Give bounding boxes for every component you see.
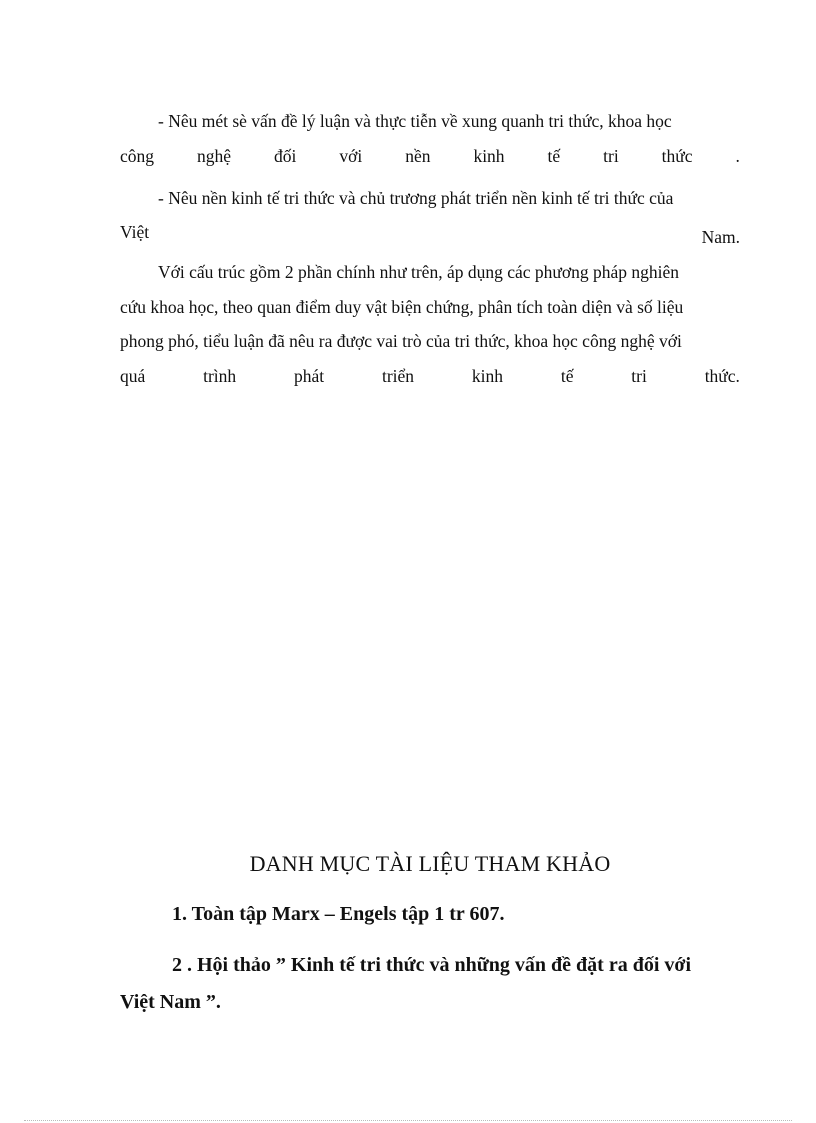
reference-item-1: 1. Toàn tập Marx – Engels tập 1 tr 607.	[172, 903, 505, 925]
word: .	[735, 146, 740, 166]
word: nền	[405, 146, 431, 166]
text-run: Việt	[120, 222, 150, 242]
word: tế	[560, 366, 574, 386]
paragraph-2-line-1	[158, 188, 740, 209]
reference-item-2-line-1: 2 . Hội thảo ” Kinh tế tri thức và những vấn đề đặt ra đối với	[172, 954, 692, 976]
word: tế	[547, 146, 561, 166]
paragraph-2-line-3	[120, 227, 740, 248]
word: quá	[120, 366, 146, 386]
word: với	[339, 146, 363, 166]
references-title: DANH MỤC TÀI LIỆU THAM KHẢO	[249, 851, 611, 876]
paragraph-1-line-2	[120, 146, 740, 167]
page-bottom-rule	[24, 1120, 792, 1121]
word: đối	[274, 146, 297, 166]
paragraph-3-line-1	[158, 262, 740, 283]
word: trình	[203, 366, 237, 386]
word: phát	[294, 366, 325, 386]
word: nghệ	[197, 146, 232, 166]
paragraph-3-line-4	[120, 366, 740, 387]
text-run: - Nêu mét sè vấn đề lý luận và thực tiễn về xung quanh tri thức, khoa học	[158, 111, 672, 131]
word: kinh	[471, 366, 503, 386]
text-run: Với cấu trúc gồm 2 phần chính như trên, áp dụng các phương pháp nghiên	[158, 262, 680, 282]
word: tri	[603, 146, 619, 166]
word: triển	[381, 366, 415, 386]
paragraph-1-line-1	[158, 111, 740, 132]
word: tri	[631, 366, 647, 386]
word: kinh	[473, 146, 505, 166]
text-run: cứu khoa học, theo quan điểm duy vật biện chứng, phân tích toàn diện và số liệu	[120, 297, 684, 317]
text-run: Nam.	[701, 227, 740, 247]
reference-item-2-line-2: Việt Nam ”.	[120, 991, 221, 1013]
word: thức.	[704, 366, 740, 386]
paragraph-3-line-3	[120, 331, 740, 352]
paragraph-3-line-2	[120, 297, 740, 318]
word: thức	[661, 146, 693, 166]
text-run: phong phó, tiểu luận đã nêu ra được vai trò của tri thức, khoa học công nghệ với	[120, 331, 682, 351]
text-run: - Nêu nền kinh tế tri thức và chủ trương phát triển nền kinh tế tri thức của	[158, 188, 674, 208]
word: công	[120, 146, 155, 166]
